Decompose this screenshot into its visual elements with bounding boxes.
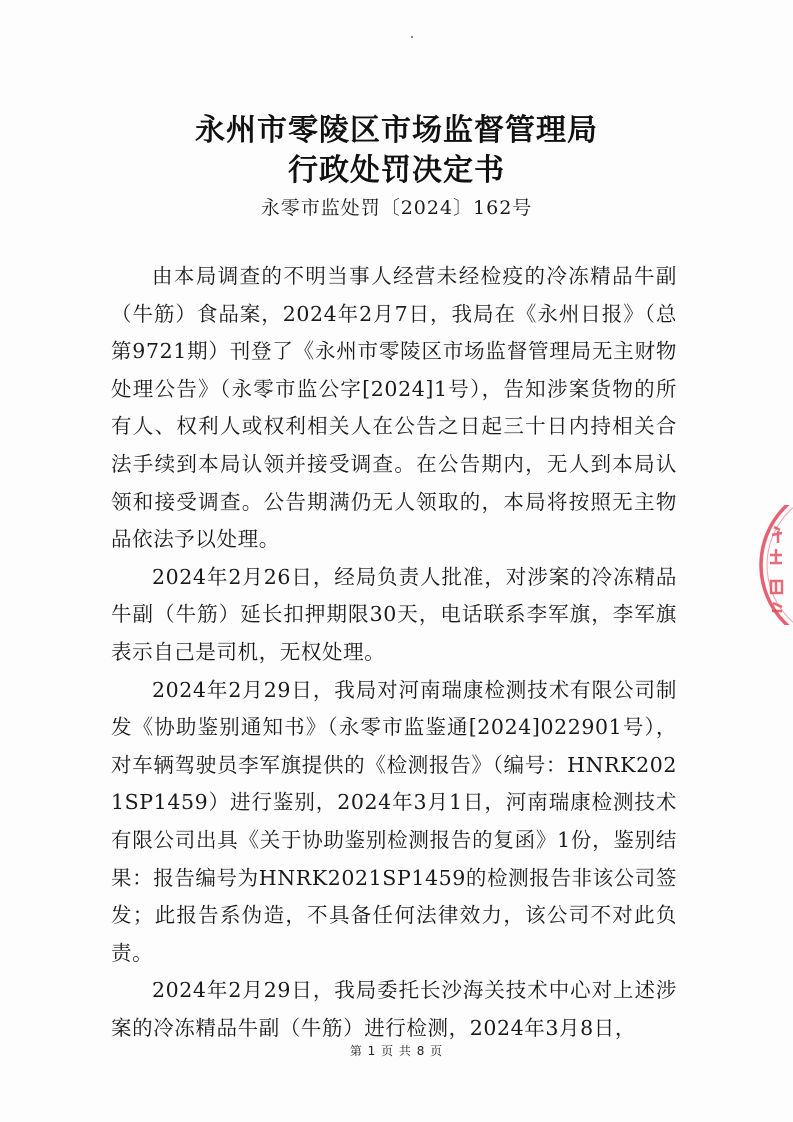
document-number: 永零市监处罚〔2024〕162号	[260, 197, 533, 219]
document-title-type: 行政处罚决定书	[288, 153, 505, 188]
paragraph-1: 由本局调查的不明当事人经营未经检疫的冷冻精品牛副（牛筋）食品案，2024年2月7日，我局在《永州日报》（总第9721期）刊登了《永州市零陵区市场监督管理局无主财物处理公告》（永零市监公字[2024]1号），告知涉案货物的所有人、权利人或权利相关人在公告之日起三十日内持相关合法手续到本局认领并接受调查。在公告期内，无人到本局认领和接受调查。公告期满仍无人领取的，本局将按照无主物品依法予以处理。	[111, 264, 677, 552]
paragraph-2: 2024年2月26日，经局负责人批准，对涉案的冷冻精品牛副（牛筋）延长扣押期限30天，电话联系李军旗，李军旗表示自己是司机，无权处理。	[111, 564, 677, 664]
seal-icon	[748, 505, 793, 625]
page-footer: 第 1 页 共 8 页	[349, 1044, 444, 1058]
paragraph-3: 2024年2月29日，我局对河南瑞康检测技术有限公司制发《协助鉴别通知书》（永零市监鉴通[2024]022901号），对车辆驾驶员李军旗提供的《检测报告》（编号：HNRK2021SP1459）进行鉴别，2024年3月1日，河南瑞康检测技术有限公司出具《关于协助鉴别检测报告的复函》1份，鉴别结果：报告编号为HNRK2021SP1459的检测报告非该公司签发；此报告系伪造，不具备任何法律效力，该公司不对此负责。	[111, 677, 677, 965]
scan-speck	[411, 36, 413, 38]
document-body	[111, 258, 677, 1047]
official-seal-fragment	[748, 505, 793, 625]
document-title-agency: 永州市零陵区市场监督管理局	[195, 113, 598, 148]
paragraph-4: 2024年2月29日，我局委托长沙海关技术中心对上述涉案的冷冻精品牛副（牛筋）进行检测，2024年3月8日，	[111, 978, 677, 1040]
